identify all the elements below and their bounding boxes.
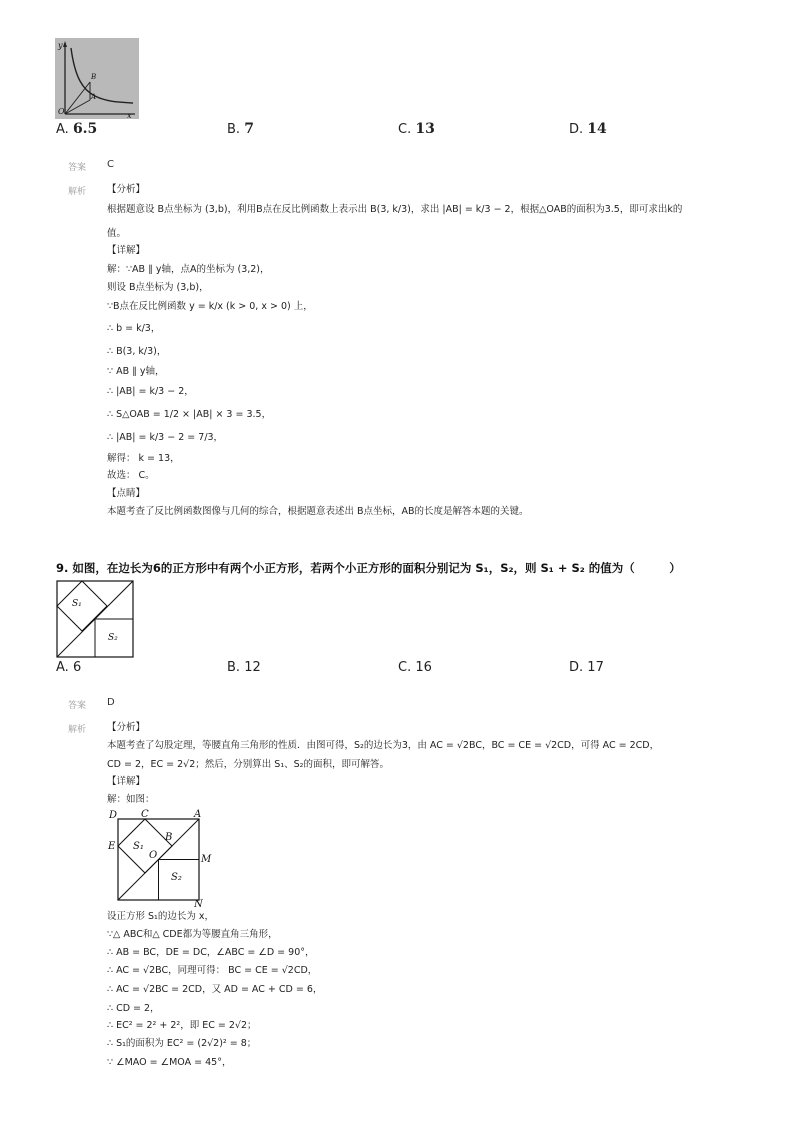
q9-figure-svg — [56, 580, 134, 658]
q9-figure — [56, 580, 134, 658]
q8-line-7: ∴ b = k/3， — [107, 323, 161, 334]
q9-line-b3: ∴ AC = √2BC，同理可得： BC = CE = √2CD， — [107, 965, 318, 976]
q8-line-16: 本题考查了反比例函数图像与几何的综合，根据题意表述出 B点坐标，AB的长度是解答本题的关键。 — [107, 506, 529, 517]
y-axis-arrow — [63, 41, 67, 47]
q8-line-2: 值。 — [107, 228, 127, 239]
q9-answer-label: 答案 — [68, 701, 87, 711]
a-label: A — [91, 93, 97, 101]
b-label: B — [91, 73, 97, 81]
q8-line-14: 故选： C。 — [107, 470, 155, 481]
q8-line-1: 根据题意设 B点坐标为 (3,b)，利用B点在反比例函数上表示出 B(3, k/3)，求出 |AB| = k/3 − 2，根据△OAB的面积为3.5，即可求出k的 — [107, 204, 683, 215]
q9-line-b0: 设正方形 S₁的边长为 x， — [107, 911, 215, 922]
q9-line-b7: ∴ S₁的面积为 EC² = (2√2)² = 8； — [107, 1038, 257, 1049]
q9-detail-figure — [106, 806, 210, 908]
label-s2: S₂ — [171, 872, 182, 883]
q9-answer-value: D — [107, 697, 115, 708]
label-d: D — [109, 810, 118, 821]
q8-line-9: ∵ AB ∥ y轴， — [107, 366, 165, 377]
label-o: O — [149, 850, 158, 861]
q9-line-a2: CD = 2，EC = 2√2；然后，分别算出 S₁、S₂的面积，即可解答。 — [107, 759, 389, 770]
q8-line-11: ∴ S△OAB = 1/2 × |AB| × 3 = 3.5， — [107, 409, 272, 420]
q8-option-b[interactable]: B. 7 — [227, 121, 254, 137]
label-n: N — [194, 899, 203, 910]
q8-option-a[interactable]: A. 6.5 — [56, 121, 98, 137]
label-m: M — [201, 854, 212, 865]
q8-line-13: 解得： k = 13， — [107, 453, 180, 464]
q8-line-6: ∵B点在反比例函数 y = k/x (k > 0, x > 0) 上， — [107, 301, 313, 312]
q9-option-a[interactable]: A. 6 — [56, 660, 82, 675]
q9-line-b1: ∵△ ABC和△ CDE都为等腰直角三角形， — [107, 929, 278, 940]
q8-option-c[interactable]: C. 13 — [398, 121, 435, 137]
q8-graph — [55, 38, 139, 119]
q9-line-b2: ∴ AB = BC，DE = DC，∠ABC = ∠D = 90°， — [107, 947, 315, 958]
q8-line-5: 则设 B点坐标为 (3,b)， — [107, 282, 209, 293]
label-s1: S₁ — [133, 841, 144, 852]
segment-ob — [65, 82, 90, 114]
q9-detail-svg — [106, 806, 210, 908]
q9-line-b4: ∴ AC = √2BC = 2CD，又 AD = AC + CD = 6， — [107, 984, 323, 995]
q8-line-0: 【分析】 — [107, 184, 146, 195]
q8-line-4: 解：∵AB ∥ y轴，点A的坐标为 (3,2)， — [107, 264, 270, 275]
q8-line-8: ∴ B(3, k/3)， — [107, 346, 167, 357]
q9-line-a1: 本题考查了勾股定理，等腰直角三角形的性质．由图可得，S₂的边长为3，由 AC = √2BC，BC = CE = √2CD，可得 AC = 2CD， — [107, 740, 660, 751]
q8-line-15: 【点睛】 — [107, 488, 146, 499]
y-label: y — [58, 41, 63, 50]
q9-option-c[interactable]: C. 16 — [398, 660, 432, 675]
q9-line-b5: ∴ CD = 2， — [107, 1003, 160, 1014]
label-a: A — [194, 809, 202, 820]
q9-analysis-label: 解析 — [68, 725, 87, 735]
label-b: B — [165, 832, 173, 843]
q9-line-a3: 【详解】 — [107, 776, 146, 787]
q8-option-d[interactable]: D. 14 — [569, 121, 607, 137]
q9-line-b8: ∵ ∠MAO = ∠MOA = 45°， — [107, 1057, 232, 1068]
s1-label: S₁ — [72, 599, 82, 609]
q8-graph-svg — [55, 38, 139, 119]
q9-option-d[interactable]: D. 17 — [569, 660, 604, 675]
q9-line-b6: ∴ EC² = 2² + 2²，即 EC = 2√2； — [107, 1020, 257, 1031]
q8-answer-value: C — [107, 159, 114, 170]
q8-line-3: 【详解】 — [107, 245, 146, 256]
q8-analysis-label: 解析 — [68, 187, 87, 197]
q8-line-12: ∴ |AB| = k/3 − 2 = 7/3， — [107, 432, 224, 443]
s2-label: S₂ — [108, 633, 118, 643]
x-label: x — [127, 111, 132, 120]
q8-answer-label: 答案 — [68, 163, 87, 173]
q9-option-b[interactable]: B. 12 — [227, 660, 261, 675]
q9-line-a4: 解：如图： — [107, 794, 155, 805]
segment-oa — [65, 100, 90, 114]
q9-stem: 9. 如图，在边长为6的正方形中有两个小正方形，若两个小正方形的面积分别记为 S₁，S₂，则 S₁ + S₂ 的值为（ ） — [56, 561, 681, 575]
q8-line-10: ∴ |AB| = k/3 − 2， — [107, 386, 194, 397]
q9-line-a0: 【分析】 — [107, 722, 146, 733]
o-label: O — [58, 107, 65, 116]
label-e: E — [108, 841, 116, 852]
label-c: C — [141, 809, 149, 820]
